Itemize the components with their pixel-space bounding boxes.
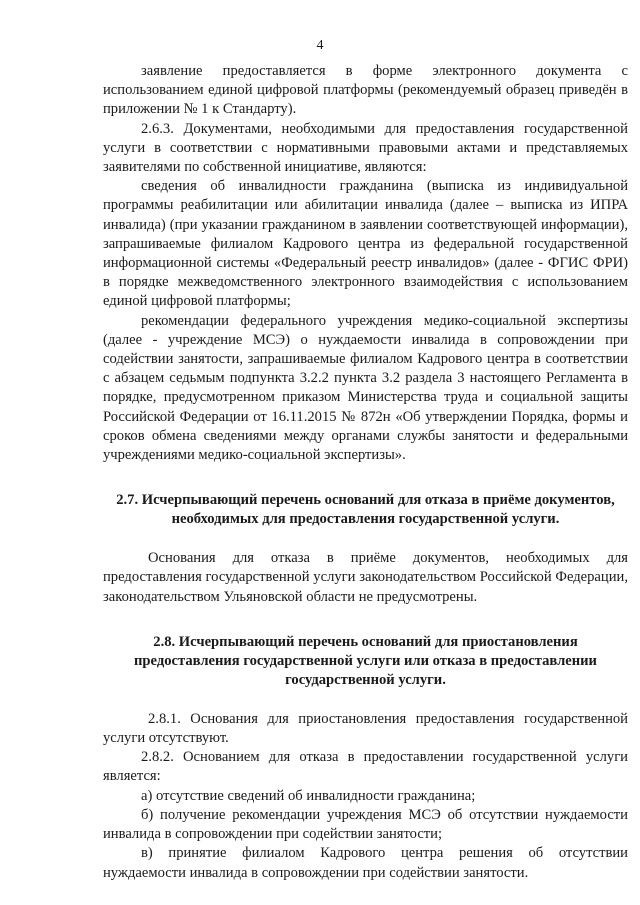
paragraph-application-form: заявление предоставляется в форме электронного документа с использованием единой цифровой платформы (рекомендуемый образец приведён в приложении № 1 к Стандарту). xyxy=(103,63,628,118)
section-2-8-heading: 2.8. Исчерпывающий перечень оснований для приостановления предоставления государственной услуги или отказа в предоставлении государственной услуги. xyxy=(134,633,597,688)
section-2-7-heading: 2.7. Исчерпывающий перечень оснований для отказа в приёме документов, необходимых для предоставления государственной услуги. xyxy=(116,492,615,528)
page-content xyxy=(103,62,628,883)
list-item-b: б) получение рекомендации учреждения МСЭ об отсутствии нуждаемости инвалида в сопровождении при содействии занятости; xyxy=(103,806,628,843)
section-2-7-text: Основания для отказа в приёме документов, необходимых для предоставления государственной услуги законодательством Российской Федерации, законодательством Ульяновской области не предусмотрены. xyxy=(103,550,628,605)
page-number: 4 xyxy=(316,38,324,53)
paragraph-mse-recommendations: рекомендации федерального учреждения медико-социальной экспертизы (далее - учреждение МСЭ) о нуждаемости инвалида в сопровождении при содействии занятости, запрашиваемые филиалом Кадрового центра в соответствии с абзацем седьмым подпункта 3.2.2 пункта 3.2 раздела 3 настоящего Регламента в порядке, предусмотренном приказом Министерства труда и социальной защиты Российской Федерации от 16.11.2015 № 872н «Об утверждении Порядка, формы и сроков обмена сведениями между органами службы занятости и федеральными учреждениями медико-социальной экспертизы». xyxy=(103,312,628,464)
paragraph-2-6-3: 2.6.3. Документами, необходимыми для предоставления государственной услуги в соответствии с нормативными правовыми актами и представляемых заявителями по собственной инициативе, являются: xyxy=(103,120,628,176)
list-item-c: в) принятие филиалом Кадрового центра решения об отсутствии нуждаемости инвалида в сопровождении при содействии занятости. xyxy=(103,845,628,881)
paragraph-2-8-1: 2.8.1. Основания для приостановления предоставления государственной услуги отсутствуют. xyxy=(103,710,628,747)
paragraph-disability-info: сведения об инвалидности гражданина (выписка из индивидуальной программы реабилитации или абилитации инвалида (далее – выписка из ИПРА инвалида) (при указании гражданином в заявлении соответствующей информации), запрашиваемые филиалом Кадрового центра из федеральной государственной информационной системы «Федеральный реестр инвалидов» (далее - ФГИС ФРИ) в порядке межведомственного электронного взаимодействия с использованием единой цифровой платформы; xyxy=(103,178,628,310)
list-item-a: а) отсутствие сведений об инвалидности гражданина; xyxy=(141,787,476,804)
paragraph-2-8-2: 2.8.2. Основанием для отказа в предоставлении государственной услуги является: xyxy=(103,749,628,785)
